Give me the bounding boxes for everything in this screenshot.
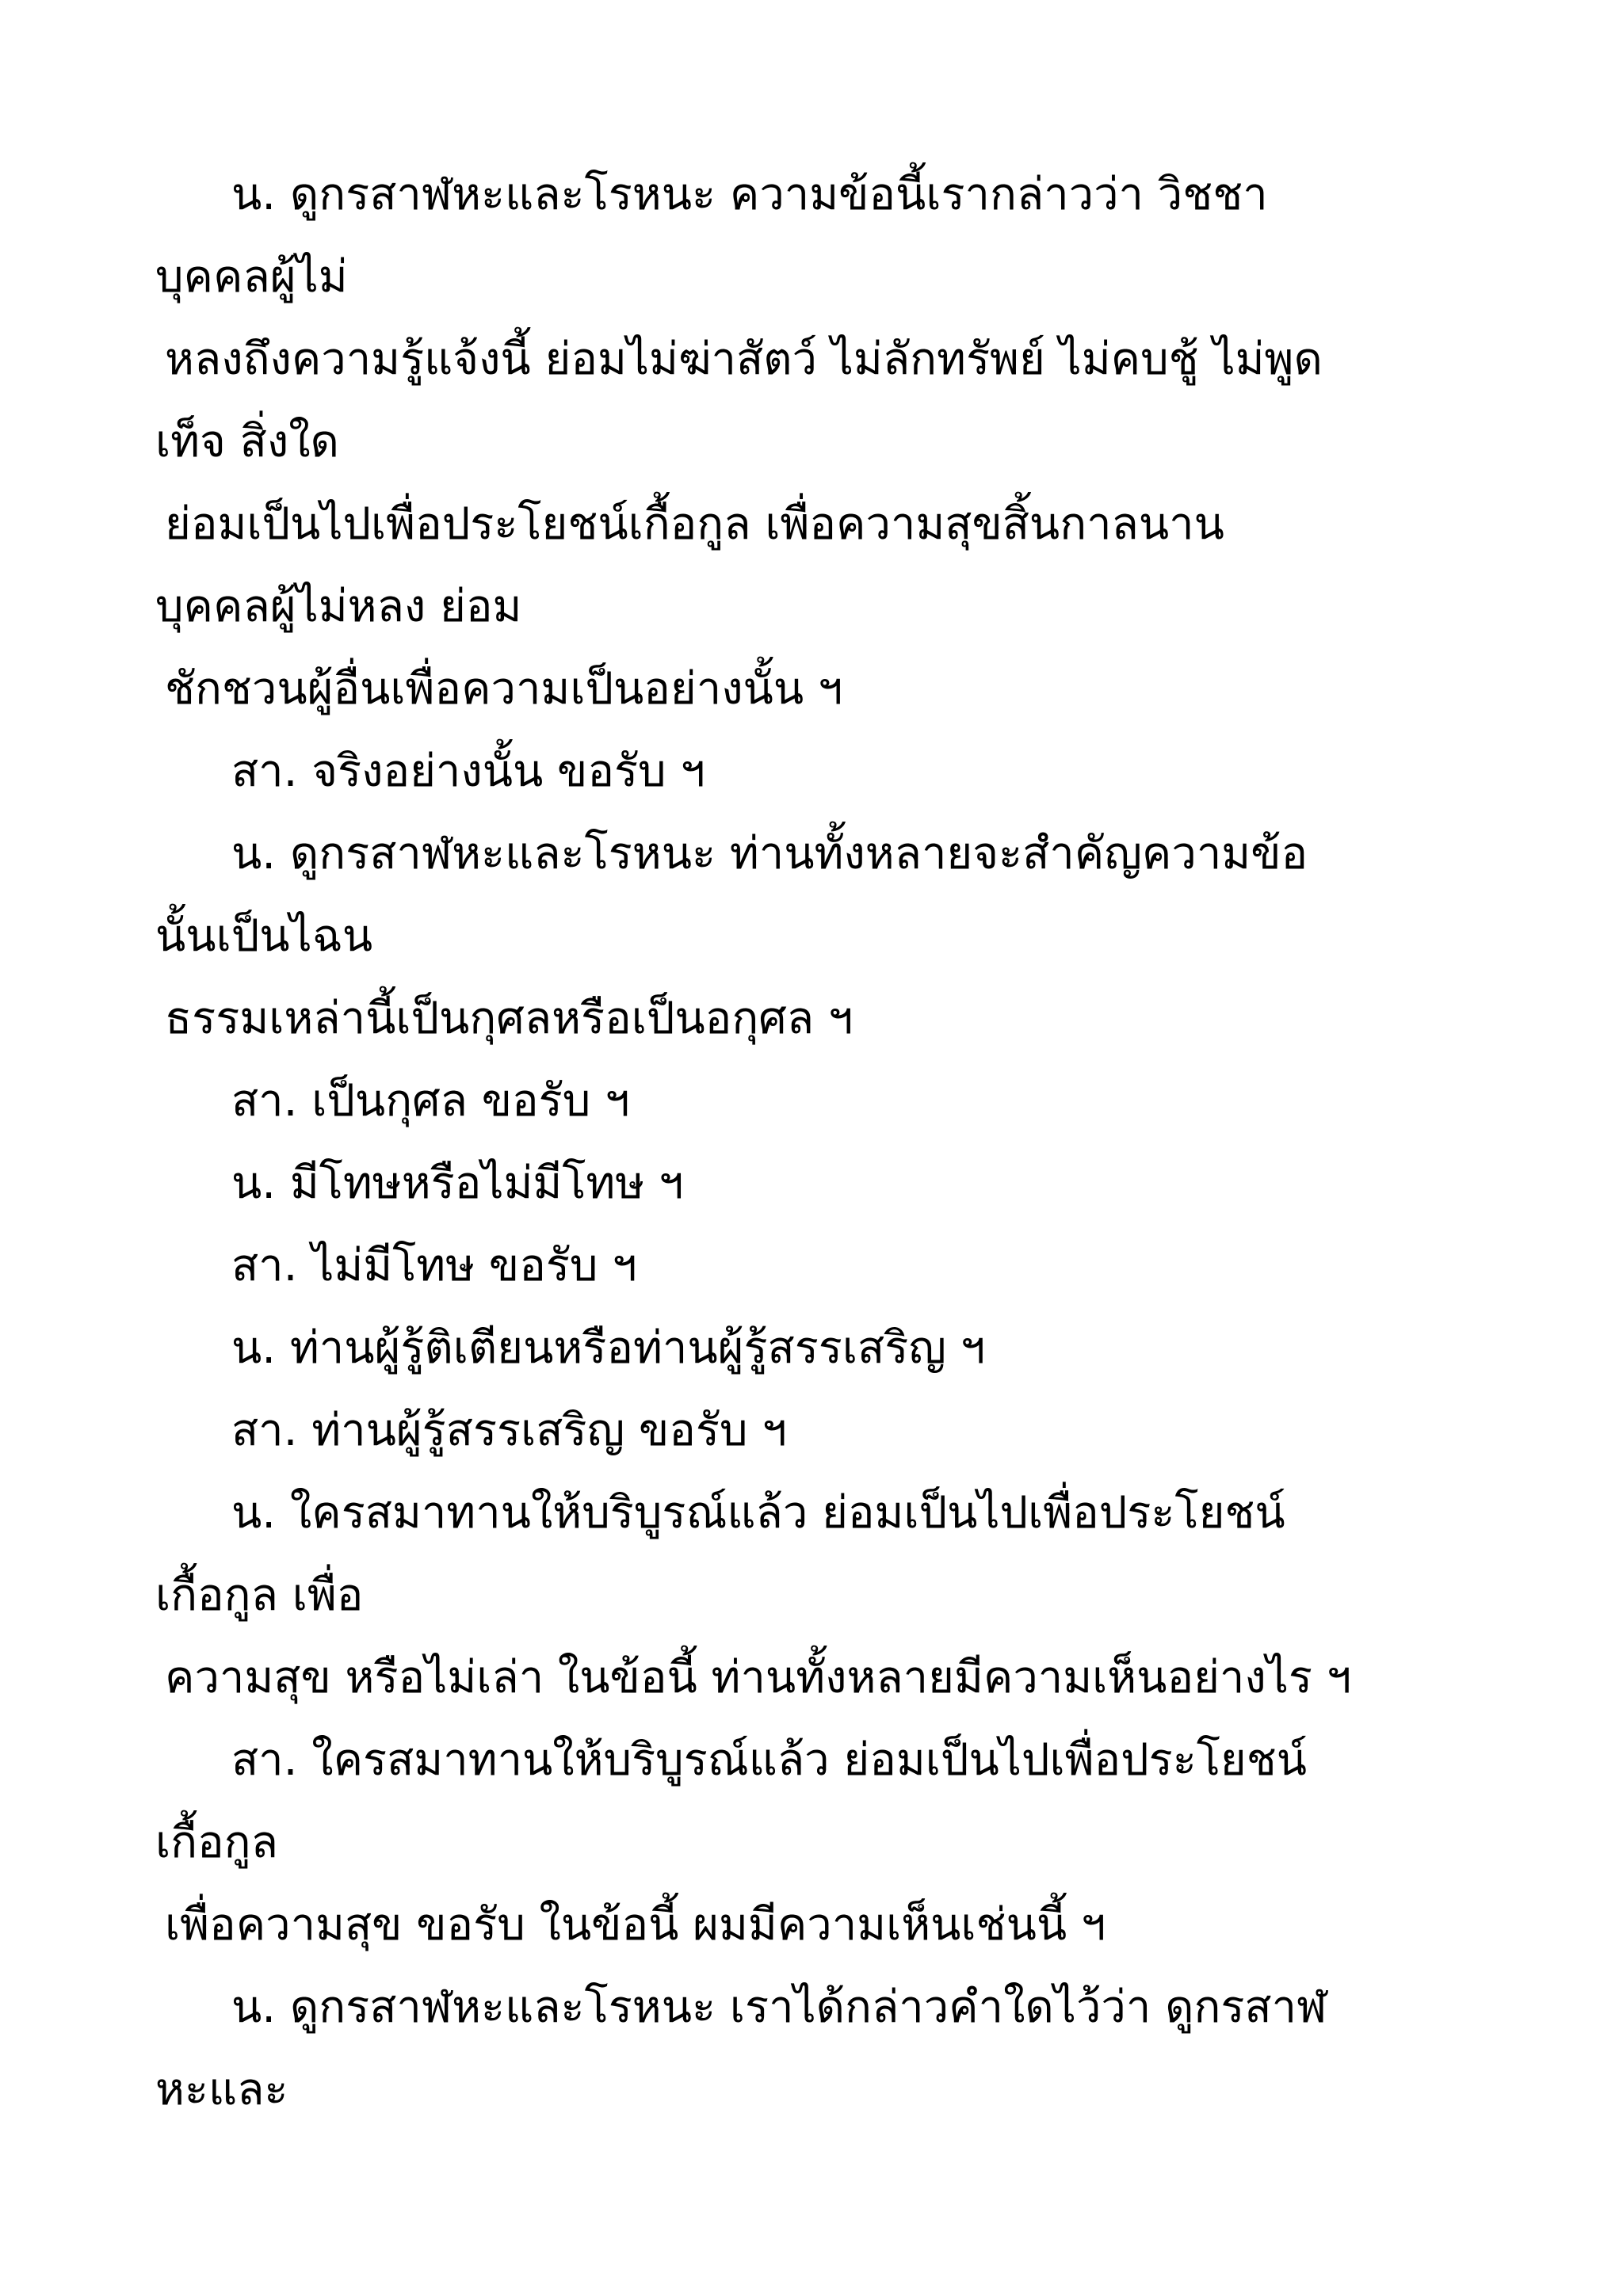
text-line: น. ดูกรสาฬหะและโรหนะ ความข้อนี้เรากล่าวว่า วิชชา xyxy=(231,169,1268,220)
text-line: เท็จ สิ่งใด xyxy=(155,416,339,467)
text-line: สา. เป็นกุศล ขอรับ ฯ xyxy=(231,1075,630,1127)
text-line: ย่อมเป็นไปเพื่อประโยชน์เกื้อกูล เพื่อความสุขสิ้นกาลนาน xyxy=(165,498,1224,550)
text-line: น. มีโทษหรือไม่มีโทษ ฯ xyxy=(231,1158,684,1209)
text-line: สา. จริงอย่างนั้น ขอรับ ฯ xyxy=(231,746,705,797)
text-line: บุคคลผู้ไม่หลง ย่อม xyxy=(155,581,522,632)
text-line: นั้นเป็นไฉน xyxy=(155,910,373,962)
text-line: สา. ไม่มีโทษ ขอรับ ฯ xyxy=(231,1240,637,1291)
text-line: ธรรมเหล่านี้เป็นกุศลหรือเป็นอกุศล ฯ xyxy=(165,993,854,1044)
text-line: น. ดูกรสาฬหะและโรหนะ เราได้กล่าวคำใดไว้ว่า ดูกรสาฬ xyxy=(231,1981,1327,2033)
text-line: เพื่อความสุข ขอรับ ในข้อนี้ ผมมีความเห็นเช่นนี้ ฯ xyxy=(165,1899,1106,1951)
text-line: สา. ท่านผู้รู้สรรเสริญ ขอรับ ฯ xyxy=(231,1405,787,1456)
text-line: เกื้อกูล เพื่อ xyxy=(155,1569,364,1621)
text-line: สา. ใครสมาทานให้บริบูรณ์แล้ว ย่อมเป็นไปเพื่อประโยชน์ xyxy=(231,1734,1308,1786)
text-line: หลงถึงความรู้แจ้งนี้ ย่อมไม่ฆ่าสัตว์ ไม่ลักทรัพย์ ไม่คบชู้ ไม่พูด xyxy=(165,334,1323,385)
text-line: ชักชวนผู้อื่นเพื่อความเป็นอย่างนั้น ฯ xyxy=(165,663,843,715)
text-line: ความสุข หรือไม่เล่า ในข้อนี้ ท่านทั้งหลายมีความเห็นอย่างไร ฯ xyxy=(165,1652,1352,1703)
text-line: เกื้อกูล xyxy=(155,1817,278,1868)
text-line: น. ใครสมาทานให้บริบูรณ์แล้ว ย่อมเป็นไปเพื่อประโยชน์ xyxy=(231,1487,1285,1539)
text-line: น. ท่านผู้รู้ติเตียนหรือท่านผู้รู้สรรเสริญ ฯ xyxy=(231,1322,986,1374)
text-line: บุคคลผู้ไม่ xyxy=(155,251,348,303)
text-line: น. ดูกรสาฬหะและโรหนะ ท่านทั้งหลายจะสำคัญความข้อ xyxy=(231,828,1308,879)
text-line: หะและ xyxy=(155,2064,288,2115)
